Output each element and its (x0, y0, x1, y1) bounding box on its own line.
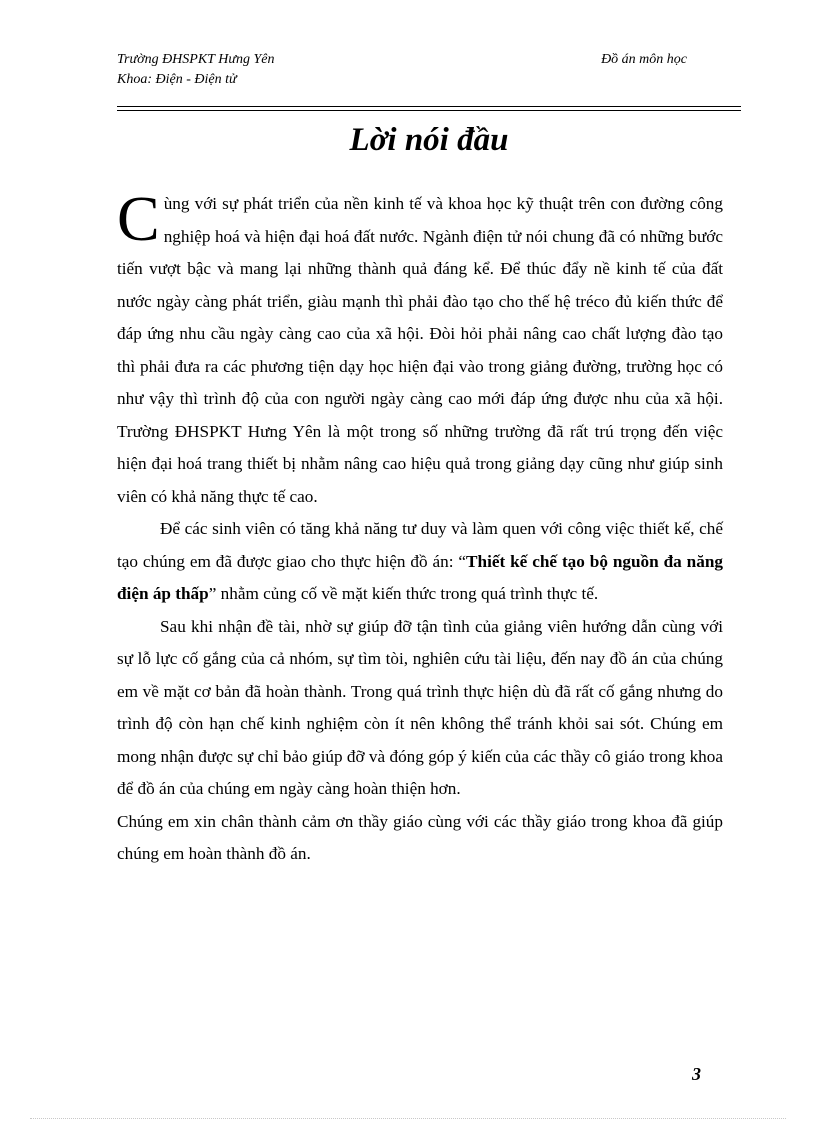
header-doc-type: Đồ án môn học (601, 52, 687, 67)
paragraph-intro-text: ùng với sự phát triển của nền kinh tế và khoa học kỹ thuật trên con đường công nghiệp hoá và hiện đại hoá đất nước. Ngành điện tử nói chung đã có những bước tiến vượt bậc và mang lại những thành quả đáng kể. Để thúc đẩy nề kinh tế của đất nước ngày càng phát triển, giàu mạnh thì phải đào tạo cho thế hệ tréco đủ kiến thức để đáp ứng nhu cầu ngày càng cao của xã hội. Đòi hỏi phải nâng cao chất lượng đào tạo thì phải đưa ra các phương tiện dạy học hiện đại vào trong giảng đường, trường học có như vậy thì trình độ của con người ngày càng cao mới đáp ứng được nhu của xã hội. Trường ĐHSPKT Hưng Yên là một trong số những trường đã rất trú trọng đến việc hiện đại hoá trang thiết bị nhằm nâng cao hiệu quả trong giảng dạy cũng như giúp sinh viên có khả năng thực tế cao. (117, 194, 723, 506)
header-divider-bottom (117, 110, 741, 111)
paragraph-intro (117, 183, 723, 513)
page-bottom-border (30, 1118, 786, 1119)
paragraph-project-after: ” nhằm củng cố về mặt kiến thức trong quá trình thực tế. (208, 584, 599, 603)
body-text (117, 183, 723, 871)
project-title: Thiết kế chế tạo bộ nguồn đa năng điện áp thấp (117, 551, 723, 603)
paragraph-progress: Sau khi nhận đề tài, nhờ sự giúp đỡ tận tình của giảng viên hướng dẫn cùng với sự lỗ lực cố gắng của cả nhóm, sự tìm tòi, nghiên cứu tài liệu, đến nay đồ án của chúng em về mặt cơ bản đã hoàn thành. Trong quá trình thực hiện dù đã rất cố gắng nhưng do trình độ còn hạn chế kinh nghiệm còn ít nên không thể tránh khỏi sai sót. Chúng em mong nhận được sự chỉ bảo giúp đỡ và đóng góp ý kiến của các thầy cô giáo trong khoa để đồ án của chúng em ngày càng hoàn thiện hơn. (117, 616, 723, 798)
paragraph-thanks: Chúng em xin chân thành cảm ơn thầy giáo cùng với các thầy giáo trong khoa đã giúp chúng em hoàn thành đồ án. (117, 811, 723, 863)
header-school: Trường ĐHSPKT Hưng Yên (117, 52, 275, 67)
paragraph-project (117, 513, 723, 611)
page-header (117, 50, 692, 90)
page-title: Lời nói đầu (349, 122, 509, 158)
header-row-top (117, 50, 692, 70)
drop-cap: C (117, 183, 160, 254)
header-faculty: Khoa: Điện - Điện tử (117, 72, 237, 87)
page-number: 3 (692, 1064, 701, 1084)
header-divider-top (117, 106, 741, 107)
paragraph-project-before: Để các sinh viên có tăng khả năng tư duy và làm quen với công việc thiết kế, chế tạo chúng em đã được giao cho thực hiện đồ án: “ (117, 519, 723, 571)
